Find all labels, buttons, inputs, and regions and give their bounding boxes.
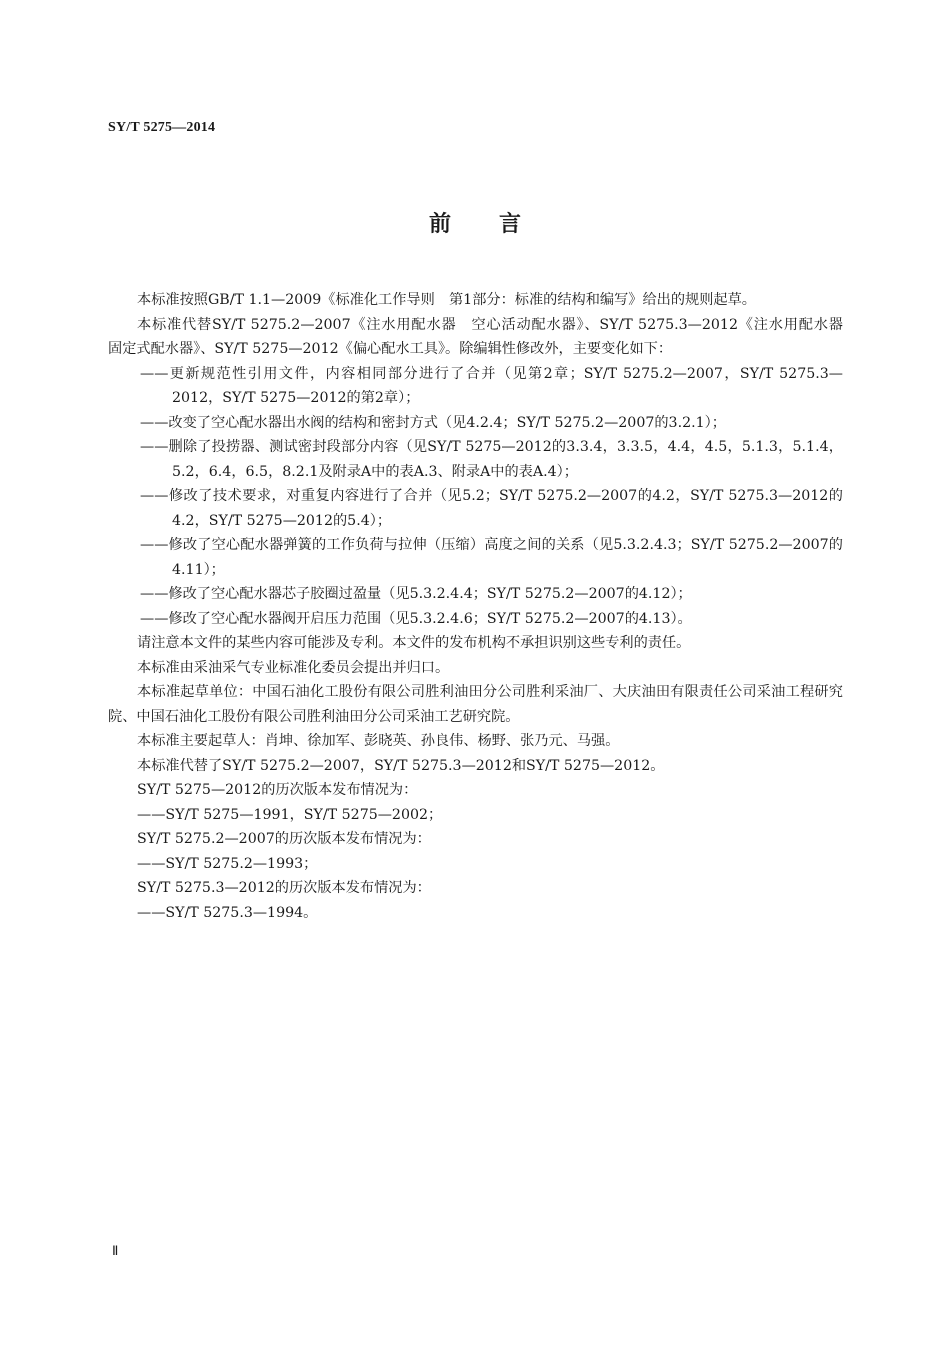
change-list-item: ——修改了空心配水器芯子胶圈过盈量（见5.3.2.4.4；SY/T 5275.2—2007的4.12）； — [140, 586, 692, 602]
change-list-item: ——删除了投捞器、测试密封段部分内容（见SY/T 5275—2012的3.3.4，3.3.5，4.4，4.5，5.1.3，5.1.4，5.2，6.4，6.5，8.2.1及附录A中的表A.3、附录A中的表A.4）； — [140, 439, 843, 480]
page-title: 前言 — [428, 212, 569, 237]
version-history-item: ——SY/T 5275.3—1994。 — [137, 904, 318, 921]
version-history-item: ——SY/T 5275—1991，SY/T 5275—2002； — [137, 806, 443, 823]
version-history-heading: SY/T 5275—2012的历次版本发布情况为： — [137, 782, 418, 798]
paragraph: 本标准起草单位：中国石油化工股份有限公司胜利油田分公司胜利采油厂、大庆油田有限责任公司采油工程研究院、中国石油化工股份有限公司胜利油田分公司采油工艺研究院。 — [108, 684, 843, 725]
change-list-item: ——修改了空心配水器弹簧的工作负荷与拉伸（压缩）高度之间的关系（见5.3.2.4.3；SY/T 5275.2—2007的4.11）； — [140, 537, 843, 578]
version-history-item: ——SY/T 5275.2—1993； — [137, 855, 318, 872]
change-list-item: ——修改了空心配水器阀开启压力范围（见5.3.2.4.6；SY/T 5275.2—2007的4.13）。 — [140, 610, 692, 627]
version-history-heading: SY/T 5275.2—2007的历次版本发布情况为： — [137, 831, 431, 847]
paragraph: 请注意本文件的某些内容可能涉及专利。本文件的发布机构不承担识别这些专利的责任。 — [137, 635, 691, 651]
paragraph: 本标准代替SY/T 5275.2—2007《注水用配水器 空心活动配水器》、SY/T 5275.3—2012《注水用配水器 固定式配水器》、SY/T 5275—2012《偏心配水工具》。除编辑性修改外，主要变化如下： — [108, 316, 858, 357]
document-body — [108, 288, 858, 925]
paragraph: 本标准代替了SY/T 5275.2—2007，SY/T 5275.3—2012和SY/T 5275—2012。 — [137, 757, 665, 774]
change-list-item: ——更新规范性引用文件，内容相同部分进行了合并（见第2章；SY/T 5275.2—2007，SY/T 5275.3—2012，SY/T 5275—2012的第2章）； — [140, 365, 843, 406]
change-list-item: ——修改了技术要求，对重复内容进行了合并（见5.2；SY/T 5275.2—2007的4.2，SY/T 5275.3—2012的4.2，SY/T 5275—2012的5.4）； — [140, 488, 843, 529]
change-list-item: ——改变了空心配水器出水阀的结构和密封方式（见4.2.4；SY/T 5275.2—2007的3.2.1）； — [140, 414, 726, 431]
standard-code: SY/T 5275—2014 — [108, 120, 216, 135]
page-number: Ⅱ — [112, 1243, 119, 1258]
paragraph: 本标准按照GB/T 1.1—2009《标准化工作导则 第1部分：标准的结构和编写》给出的规则起草。 — [137, 292, 756, 308]
paragraph: 本标准主要起草人：肖坤、徐加军、彭晓英、孙良伟、杨野、张乃元、马强。 — [137, 733, 620, 749]
version-history-heading: SY/T 5275.3—2012的历次版本发布情况为： — [137, 880, 431, 896]
paragraph: 本标准由采油采气专业标准化委员会提出并归口。 — [137, 659, 450, 676]
